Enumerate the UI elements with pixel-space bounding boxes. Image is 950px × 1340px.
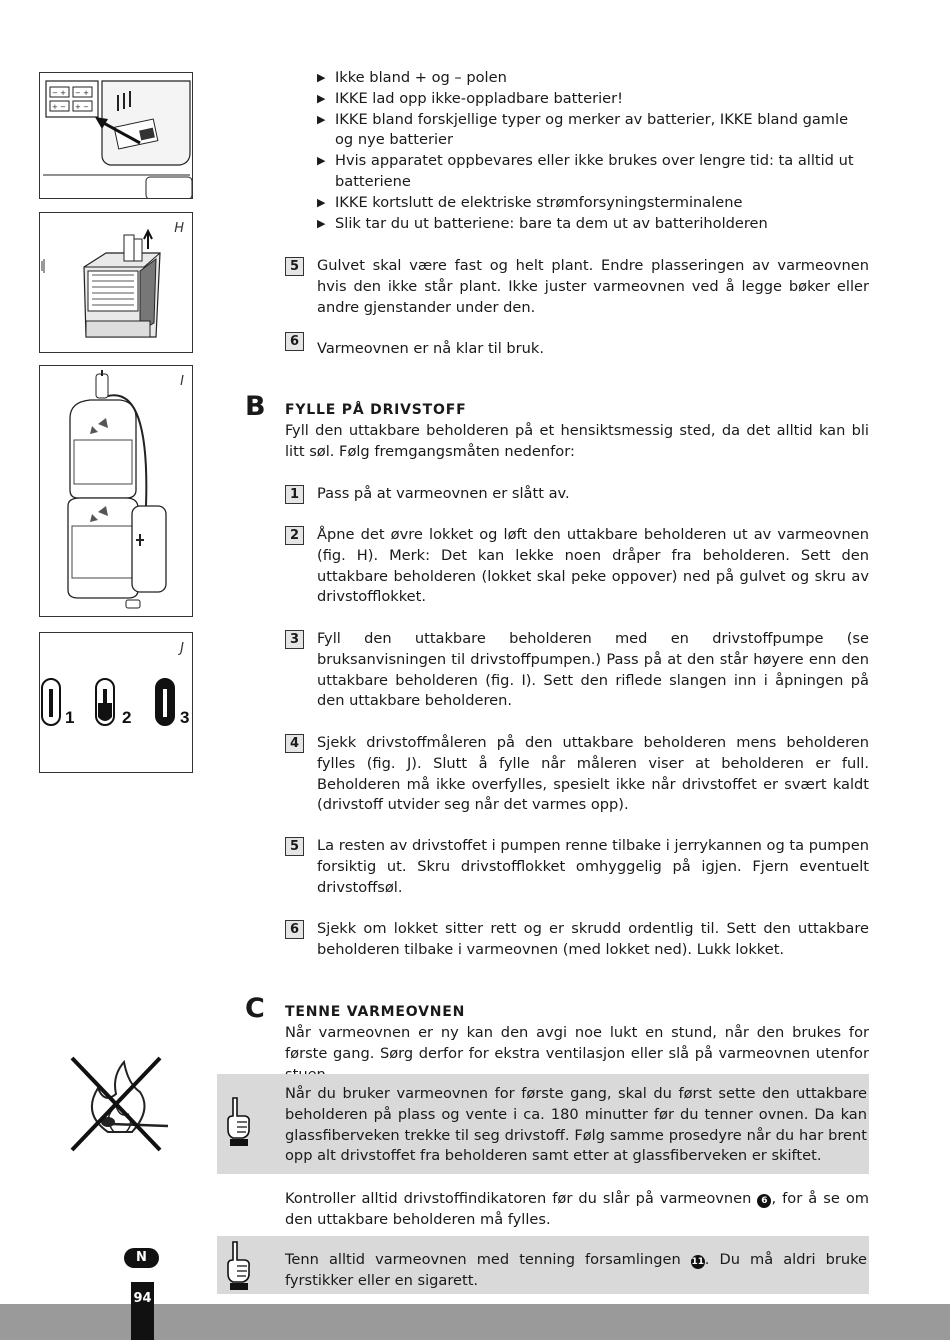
refill-step-6 bbox=[285, 919, 869, 961]
step-text: Varmeovnen er nå klar til bruk. bbox=[317, 340, 545, 357]
list-item: ▶ Ikke bland + og – polen bbox=[317, 68, 869, 89]
step-number: 6 bbox=[285, 332, 304, 351]
step-text: Åpne det øvre lokket og løft den uttakbare beholderen ut av varmeovnen (fig. H). Merk: Det kan lekke noen dråper fra beholderen. Sett den uttakbare beholderen (lokket skal peke oppover) ned på gulvet og skru av drivstofflokket. bbox=[317, 526, 869, 606]
refill-step-1 bbox=[285, 484, 869, 505]
refill-illustration bbox=[40, 366, 192, 616]
list-item: ▶ IKKE bland forskjellige typer og merker av batterier, IKKE bland gamle og nye batterier bbox=[317, 110, 869, 152]
step-number: 5 bbox=[285, 257, 304, 276]
figure-h-letter: H bbox=[174, 221, 184, 236]
fuel-gauge-empty bbox=[42, 679, 60, 725]
gauge-label-1: 1 bbox=[65, 708, 75, 727]
figure-i bbox=[39, 365, 193, 617]
section-c-intro: Når varmeovnen er ny kan den avgi noe lukt en stund, når den brukes for første gang. Sørg derfor for ekstra ventilasjon eller slå på varmeovnen utenfor bbox=[285, 1024, 869, 1062]
step-number: 3 bbox=[285, 630, 304, 649]
step-text: Pass på at varmeovnen er slått av. bbox=[317, 485, 570, 502]
step-5-floor bbox=[285, 256, 869, 318]
section-b-intro: Fyll den uttakbare beholderen på et hensiktsmessig sted, da det alltid kan bli litt søl. Følg fremgangsmåten nedenfor: bbox=[285, 422, 869, 460]
refill-step-3 bbox=[285, 629, 869, 712]
paragraph-text-start: Kontroller alltid drivstoffindikatoren før du slår på varmeovnen bbox=[285, 1190, 752, 1207]
gauge-label-3: 3 bbox=[180, 708, 190, 727]
reference-number-badge: 6 bbox=[757, 1194, 771, 1208]
figure-h bbox=[39, 212, 193, 353]
step-number: 1 bbox=[285, 485, 304, 504]
heater-illustration bbox=[40, 213, 192, 352]
battery-compartment-illustration bbox=[40, 73, 192, 198]
fuel-gauge-illustration bbox=[40, 633, 192, 772]
pointing-hand-icon bbox=[223, 1096, 253, 1148]
section-c-letter: C bbox=[245, 993, 265, 1024]
svg-text:− +: − + bbox=[52, 89, 66, 97]
pointing-hand-icon bbox=[223, 1240, 253, 1292]
step-6-ready bbox=[285, 334, 869, 360]
step-number: 5 bbox=[285, 837, 304, 856]
fuel-gauge-half bbox=[96, 679, 114, 725]
section-b-title: FYLLE PÅ DRIVSTOFF bbox=[285, 402, 467, 418]
page-number: 94 bbox=[133, 1291, 152, 1306]
battery-warning-list bbox=[317, 68, 869, 234]
step-text: Gulvet skal være fast og helt plant. Endre plasseringen av varmeovnen hvis den ikke står plant. Ikke juster varmeovnen ved å legge bøker eller andre gjenstander under den. bbox=[317, 257, 869, 316]
ignition-note bbox=[217, 1236, 869, 1294]
list-item: ▶ IKKE kortslutt de elektriske strømforsyningsterminalene bbox=[317, 193, 869, 214]
refill-step-5 bbox=[285, 836, 869, 898]
step-number: 2 bbox=[285, 526, 304, 545]
note-text-start: Tenn alltid varmeovnen med tenning forsamlingen bbox=[285, 1251, 681, 1268]
step-number: 6 bbox=[285, 920, 304, 939]
fuel-indicator-paragraph bbox=[285, 1189, 869, 1231]
reference-number-badge: 11 bbox=[691, 1257, 705, 1267]
section-b-letter: B bbox=[245, 391, 266, 422]
section-c-title: TENNE VARMEOVNEN bbox=[285, 1004, 466, 1020]
figure-j bbox=[39, 632, 193, 773]
note-text: Når du bruker varmeovnen for første gang, skal du først sette den uttakbare beholderen på plass og vente i ca. 180 minutter før du tenner ovnen. Da kan glassfiberveken trekke til seg drivstoff. Følg samme prosedyre når du har brent opp alt drivstoffet fra beholderen samt etter at glassfiberveken er skiftet. bbox=[285, 1085, 867, 1165]
step-text: Fyll den uttakbare beholderen med en drivstoffpumpe (se bruksanvisningen til drivstoffpumpen.) Pass på at den står høyere enn den uttakbare beholderen (fig. I). Sett den riflede slangen inn i åpningen på den uttakbare beholderen. bbox=[317, 630, 869, 710]
step-text: Sjekk drivstoffmåleren på den uttakbare beholderen mens beholderen fylles (fig. J). Slutt å fylle når måleren viser at beholderen er full. Beholderen må ikke overfylles, spesielt ikke når drivstoffet er svært kaldt (drivstoff utvider seg når det varmes opp). bbox=[317, 734, 869, 814]
svg-text:− +: − + bbox=[75, 89, 89, 97]
step-text: La resten av drivstoffet i pumpen renne tilbake i jerrykannen og ta pumpen forsiktig ut. Skru drivstofflokket omhyggelig på igjen. Fjern eventuelt drivstoffsøl. bbox=[317, 837, 869, 896]
gauge-label-2: 2 bbox=[122, 708, 132, 727]
refill-step-4 bbox=[285, 733, 869, 816]
svg-text:+ −: + − bbox=[52, 103, 66, 111]
step-number: 4 bbox=[285, 734, 304, 753]
step-text: Sjekk om lokket sitter rett og er skrudd ordentlig til. Sett den uttakbare beholderen tilbake i varmeovnen (med lokket ned). Lukk lokket. bbox=[317, 920, 869, 958]
figure-j-letter: J bbox=[180, 641, 184, 656]
fuel-gauge-full bbox=[156, 679, 174, 725]
list-item: ▶ IKKE lad opp ikke-oppladbare batterier! bbox=[317, 89, 869, 110]
no-matches-icon bbox=[68, 1054, 172, 1154]
svg-text:+ −: + − bbox=[75, 103, 89, 111]
list-item: ▶ Hvis apparatet oppbevares eller ikke brukes over lengre tid: ta alltid ut batteriene bbox=[317, 151, 869, 193]
list-item: ▶ Slik tar du ut batteriene: bare ta dem ut av batteriholderen bbox=[317, 214, 869, 235]
figure-i-letter: I bbox=[180, 374, 184, 389]
language-badge: N bbox=[124, 1248, 159, 1268]
note-text-end: . Du må aldri bruke fyrstikker eller en sigarett. bbox=[285, 1251, 867, 1289]
note-text bbox=[285, 1236, 867, 1292]
paragraph-text-end: , for å se om den uttakbare beholderen må fylles. bbox=[285, 1190, 869, 1228]
refill-step-2 bbox=[285, 525, 869, 608]
first-use-note bbox=[217, 1074, 869, 1174]
figure-g bbox=[39, 72, 193, 199]
